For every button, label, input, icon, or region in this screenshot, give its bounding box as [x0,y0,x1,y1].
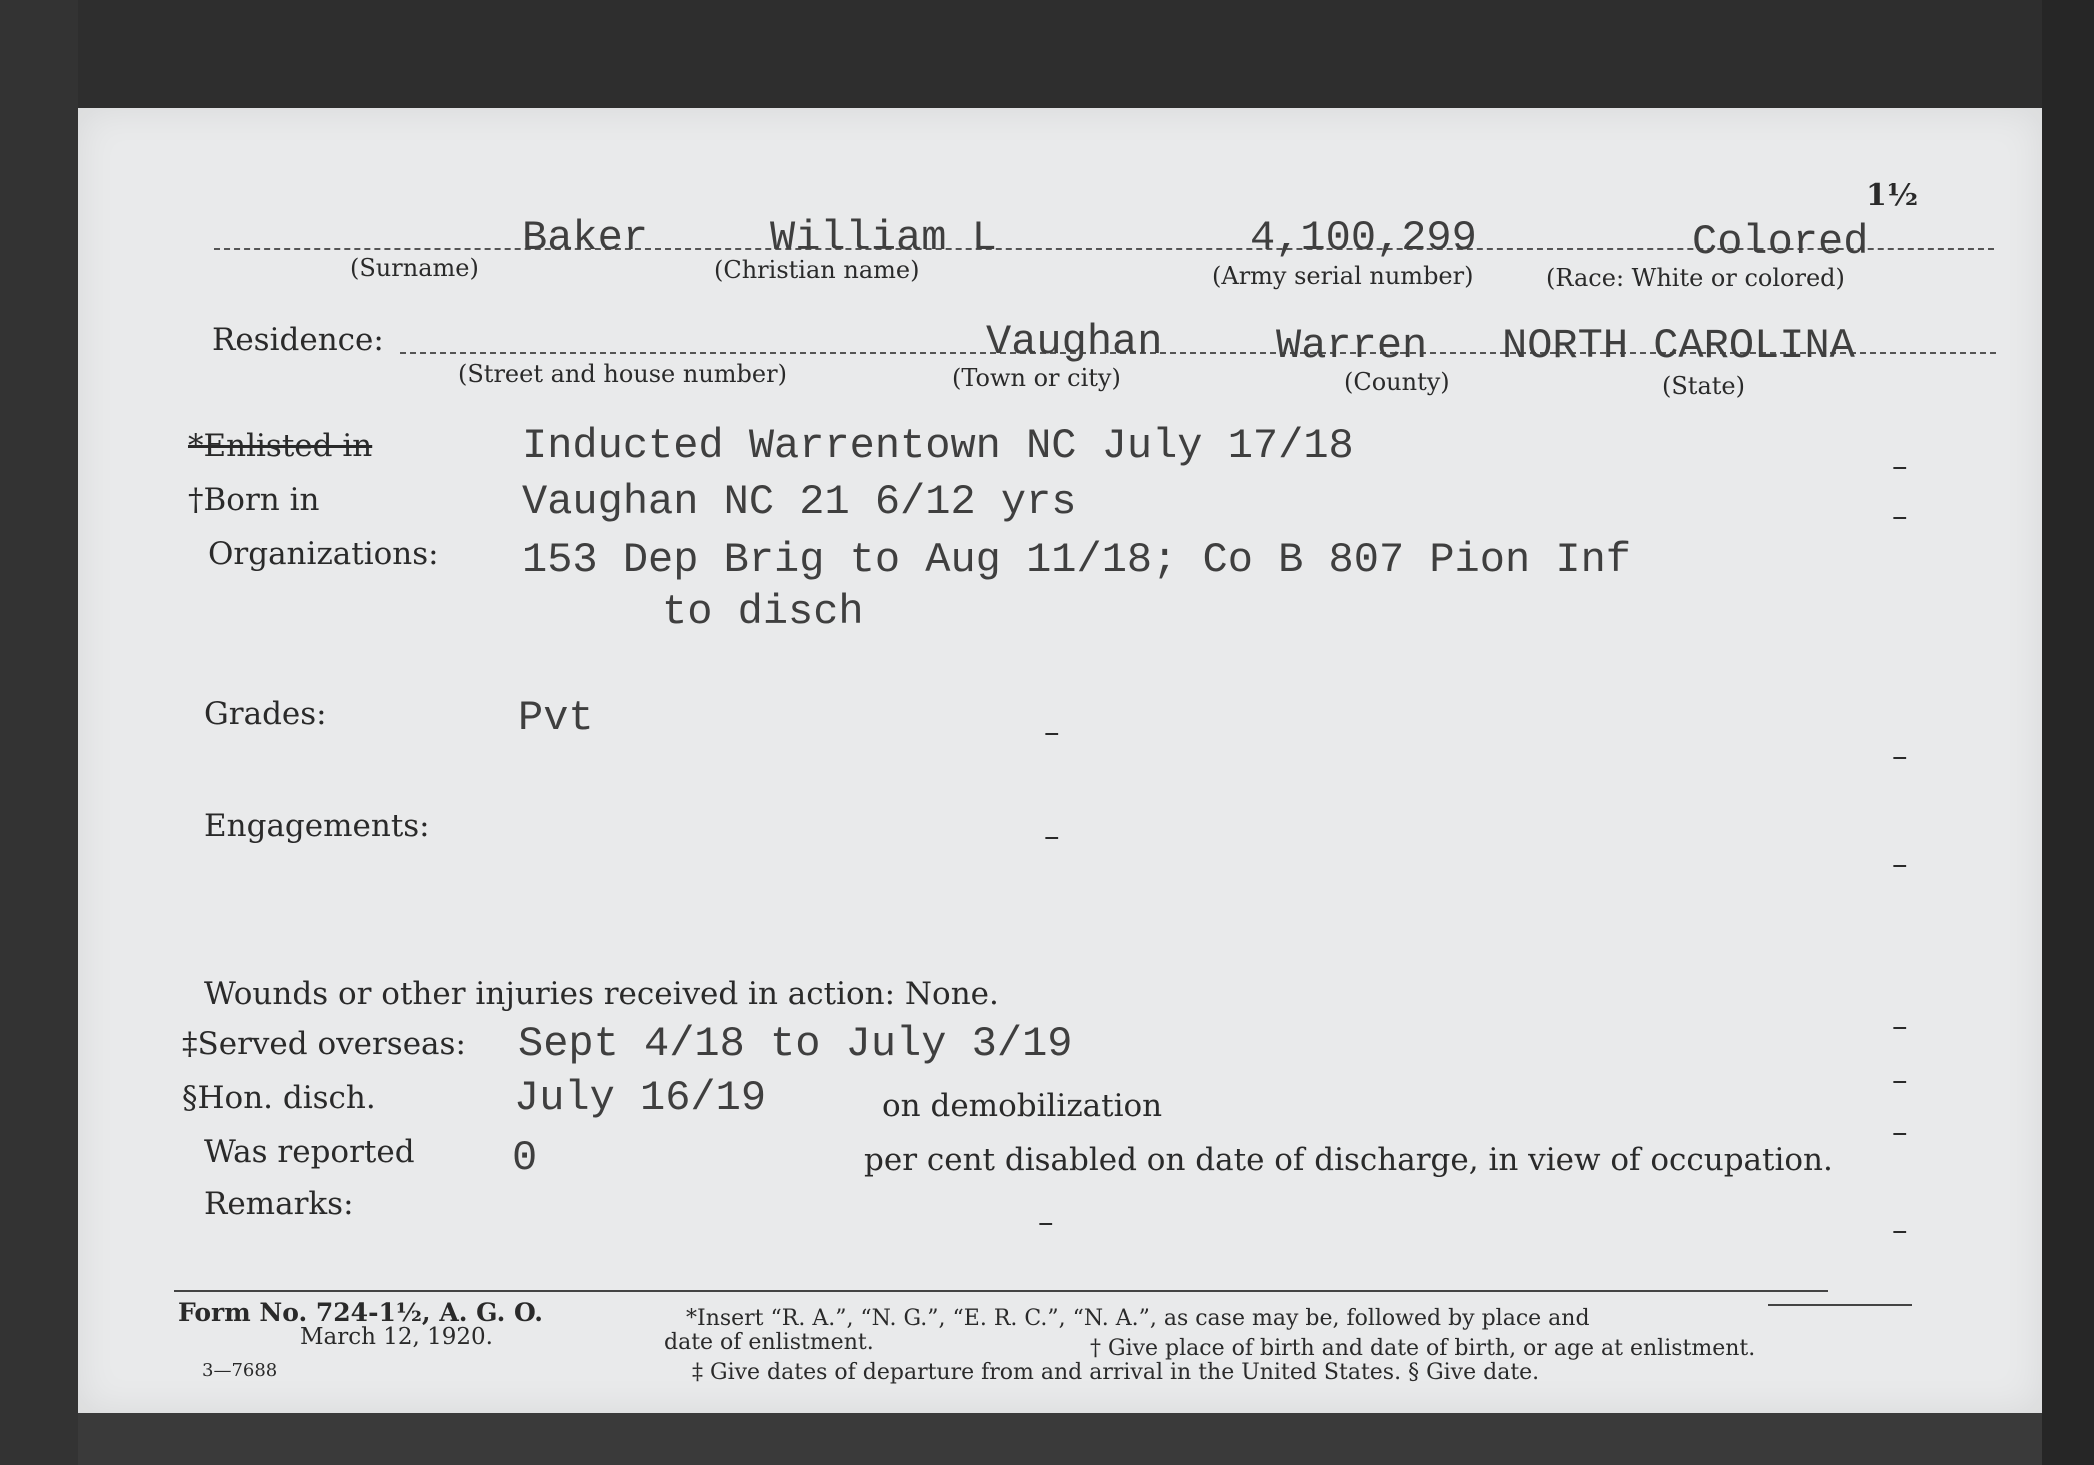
form-code: 3—7688 [202,1360,278,1381]
christian-name-value: William L [770,214,997,262]
christian-name-caption: (Christian name) [714,256,920,284]
reported-label: Was reported [204,1134,415,1170]
footnote-line-2b: † Give place of birth and date of birth, or age at enlistment. [1090,1336,1756,1361]
remarks-right-dash: – [1892,1212,1908,1248]
form-number: Form No. 724-1½, A. G. O. [178,1298,544,1327]
grades-mid-dash: – [1044,714,1060,750]
discharge-dash: – [1892,1062,1908,1098]
footnote-line-1: *Insert “R. A.”, “N. G.”, “E. R. C.”, “N. A.”, as case may be, followed by place and [686,1306,1590,1331]
service-record-card [78,108,2042,1413]
wounds-text: Wounds or other injuries received in action: None. [204,976,999,1012]
grades-value: Pvt [518,694,594,742]
organizations-line-2: to disch [662,588,864,636]
state-caption: (State) [1662,372,1745,400]
organizations-dash: – [1892,498,1908,534]
engagements-mid-dash: – [1044,818,1060,854]
discharge-label: §Hon. disch. [182,1080,376,1116]
residence-label: Residence: [212,322,384,358]
corner-number: 1½ [1866,178,1919,213]
county-value: Warren [1276,322,1428,370]
footnote-line-3: ‡ Give dates of departure from and arrival in the United States. § Give date. [692,1360,1540,1385]
scanner-background-right [2042,0,2094,1465]
serial-number-value: 4,100,299 [1250,214,1477,262]
remarks-mid-dash: – [1038,1204,1054,1240]
engagements-label: Engagements: [204,808,430,844]
organizations-label: Organizations: [208,536,439,572]
enlisted-value: Inducted Warrentown NC July 17/18 [522,422,1354,470]
county-caption: (County) [1344,368,1450,396]
enlisted-label: *Enlisted in [188,428,373,464]
street-caption: (Street and house number) [458,360,787,388]
grades-label: Grades: [204,696,327,732]
footer-rule-left [174,1290,1828,1292]
form-date: March 12, 1920. [300,1324,493,1350]
surname-value: Baker [522,214,649,262]
town-caption: (Town or city) [952,364,1121,392]
discharge-value: July 16/19 [514,1074,767,1122]
grades-right-dash: – [1892,738,1908,774]
born-label: †Born in [188,482,320,518]
scanner-background-left [0,0,78,1465]
born-dash: – [1892,448,1908,484]
overseas-value: Sept 4/18 to July 3/19 [518,1020,1073,1068]
scanner-background-top [0,0,2094,112]
remarks-label: Remarks: [204,1186,354,1222]
reported-suffix: per cent disabled on date of discharge, in view of occupation. [864,1142,1833,1178]
overseas-dash: – [1892,1008,1908,1044]
organizations-line-1: 153 Dep Brig to Aug 11/18; Co B 807 Pion Inf [522,536,1631,584]
race-caption: (Race: White or colored) [1546,264,1845,292]
race-value: Colored [1692,218,1869,266]
footnote-line-2a: date of enlistment. [664,1330,874,1355]
overseas-label: ‡Served overseas: [182,1026,466,1062]
state-value: NORTH CAROLINA [1502,322,1855,370]
surname-caption: (Surname) [350,254,479,282]
discharge-suffix: on demobilization [882,1088,1163,1124]
reported-dash: – [1892,1114,1908,1150]
reported-value: 0 [512,1134,538,1182]
footer-rule-right [1768,1304,1912,1306]
town-value: Vaughan [986,318,1163,366]
born-value: Vaughan NC 21 6/12 yrs [522,478,1077,526]
engagements-right-dash: – [1892,846,1908,882]
serial-number-caption: (Army serial number) [1212,262,1474,290]
